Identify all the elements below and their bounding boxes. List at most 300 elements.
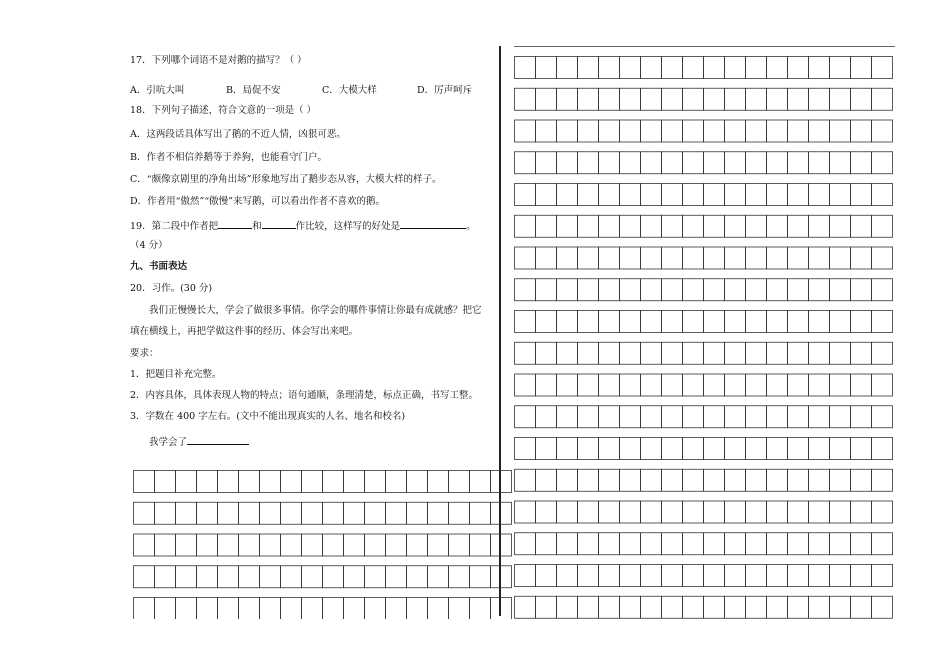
q19-blank-2[interactable]: [262, 218, 296, 229]
grid-right-cell[interactable]: [851, 311, 872, 333]
grid-bottom-cell[interactable]: [428, 502, 449, 524]
grid-right-cell[interactable]: [851, 406, 872, 428]
q20-title-blank[interactable]: [187, 434, 249, 445]
grid-right-cell[interactable]: [557, 596, 578, 618]
grid-right-cell[interactable]: [599, 215, 620, 237]
grid-bottom-cell[interactable]: [260, 471, 281, 493]
grid-right-cell[interactable]: [599, 438, 620, 460]
grid-right-cell[interactable]: [641, 501, 662, 523]
grid-right-cell[interactable]: [788, 311, 809, 333]
grid-right-cell[interactable]: [725, 374, 746, 396]
grid-right-cell[interactable]: [830, 215, 851, 237]
grid-right-cell[interactable]: [809, 120, 830, 142]
grid-bottom-cell[interactable]: [302, 566, 323, 588]
grid-right-cell[interactable]: [683, 215, 704, 237]
grid-right-cell[interactable]: [557, 247, 578, 269]
grid-right-cell[interactable]: [788, 374, 809, 396]
grid-bottom-cell[interactable]: [197, 471, 218, 493]
grid-bottom-cell[interactable]: [407, 471, 428, 493]
grid-right-cell[interactable]: [536, 279, 557, 301]
grid-right-cell[interactable]: [746, 120, 767, 142]
grid-right-cell[interactable]: [767, 311, 788, 333]
writing-grid-bottom[interactable]: [133, 470, 515, 619]
grid-right-cell[interactable]: [767, 374, 788, 396]
grid-right-cell[interactable]: [557, 406, 578, 428]
grid-right-cell[interactable]: [515, 406, 536, 428]
grid-right-cell[interactable]: [620, 406, 641, 428]
grid-right-cell[interactable]: [641, 374, 662, 396]
grid-right-cell[interactable]: [578, 247, 599, 269]
grid-right-cell[interactable]: [788, 152, 809, 174]
grid-right-cell[interactable]: [662, 279, 683, 301]
grid-right-cell[interactable]: [662, 215, 683, 237]
grid-right-cell[interactable]: [830, 152, 851, 174]
grid-right-cell[interactable]: [557, 279, 578, 301]
grid-right-cell[interactable]: [725, 533, 746, 555]
grid-right-cell[interactable]: [704, 501, 725, 523]
grid-right-cell[interactable]: [578, 152, 599, 174]
grid-right-cell[interactable]: [557, 565, 578, 587]
grid-right-cell[interactable]: [725, 120, 746, 142]
grid-right-cell[interactable]: [725, 469, 746, 491]
grid-bottom-cell[interactable]: [449, 502, 470, 524]
grid-right-cell[interactable]: [788, 406, 809, 428]
grid-right-cell[interactable]: [704, 438, 725, 460]
grid-bottom-cell[interactable]: [491, 471, 512, 493]
grid-right-cell[interactable]: [662, 247, 683, 269]
grid-bottom-cell[interactable]: [176, 534, 197, 556]
grid-right-cell[interactable]: [557, 374, 578, 396]
grid-bottom-cell[interactable]: [260, 534, 281, 556]
grid-bottom-cell[interactable]: [134, 598, 155, 620]
grid-right-cell[interactable]: [746, 501, 767, 523]
grid-right-cell[interactable]: [641, 596, 662, 618]
grid-right-cell[interactable]: [536, 501, 557, 523]
grid-right-cell[interactable]: [557, 438, 578, 460]
grid-right-cell[interactable]: [578, 469, 599, 491]
grid-right-cell[interactable]: [725, 88, 746, 110]
grid-bottom-cell[interactable]: [365, 534, 386, 556]
grid-right-cell[interactable]: [515, 57, 536, 79]
grid-bottom-cell[interactable]: [218, 502, 239, 524]
grid-right-cell[interactable]: [557, 311, 578, 333]
grid-right-cell[interactable]: [704, 279, 725, 301]
grid-right-cell[interactable]: [704, 596, 725, 618]
grid-right-cell[interactable]: [788, 438, 809, 460]
grid-right-cell[interactable]: [662, 88, 683, 110]
grid-bottom-cell[interactable]: [344, 598, 365, 620]
grid-bottom-cell[interactable]: [407, 502, 428, 524]
grid-right-cell[interactable]: [683, 501, 704, 523]
grid-right-cell[interactable]: [872, 469, 893, 491]
grid-right-cell[interactable]: [536, 438, 557, 460]
grid-right-cell[interactable]: [767, 438, 788, 460]
grid-right-cell[interactable]: [851, 438, 872, 460]
grid-right-cell[interactable]: [746, 565, 767, 587]
grid-right-cell[interactable]: [788, 342, 809, 364]
grid-right-cell[interactable]: [872, 215, 893, 237]
grid-bottom-cell[interactable]: [491, 534, 512, 556]
grid-right-cell[interactable]: [809, 57, 830, 79]
grid-right-cell[interactable]: [788, 533, 809, 555]
grid-bottom-cell[interactable]: [176, 471, 197, 493]
grid-right-cell[interactable]: [578, 88, 599, 110]
grid-right-cell[interactable]: [599, 57, 620, 79]
grid-right-cell[interactable]: [641, 152, 662, 174]
grid-right-cell[interactable]: [809, 88, 830, 110]
grid-right-cell[interactable]: [704, 57, 725, 79]
grid-right-cell[interactable]: [746, 88, 767, 110]
grid-bottom-cell[interactable]: [470, 598, 491, 620]
grid-bottom-cell[interactable]: [197, 598, 218, 620]
grid-bottom-cell[interactable]: [134, 534, 155, 556]
grid-bottom-cell[interactable]: [365, 471, 386, 493]
grid-bottom-cell[interactable]: [449, 566, 470, 588]
grid-right-cell[interactable]: [830, 533, 851, 555]
grid-right-cell[interactable]: [851, 120, 872, 142]
grid-right-cell[interactable]: [599, 184, 620, 206]
grid-right-cell[interactable]: [746, 406, 767, 428]
grid-right-cell[interactable]: [515, 469, 536, 491]
grid-right-cell[interactable]: [872, 565, 893, 587]
grid-right-cell[interactable]: [872, 533, 893, 555]
grid-bottom-cell[interactable]: [491, 502, 512, 524]
grid-bottom-cell[interactable]: [407, 534, 428, 556]
grid-bottom-cell[interactable]: [281, 566, 302, 588]
grid-bottom-cell[interactable]: [386, 534, 407, 556]
grid-right-cell[interactable]: [851, 152, 872, 174]
grid-right-cell[interactable]: [662, 406, 683, 428]
grid-right-cell[interactable]: [809, 406, 830, 428]
grid-right-cell[interactable]: [536, 120, 557, 142]
grid-bottom-cell[interactable]: [134, 566, 155, 588]
grid-right-cell[interactable]: [767, 596, 788, 618]
grid-right-cell[interactable]: [746, 215, 767, 237]
grid-bottom-cell[interactable]: [323, 566, 344, 588]
grid-right-cell[interactable]: [515, 501, 536, 523]
grid-right-cell[interactable]: [662, 342, 683, 364]
grid-right-cell[interactable]: [641, 311, 662, 333]
grid-right-cell[interactable]: [683, 57, 704, 79]
grid-right-cell[interactable]: [830, 311, 851, 333]
grid-bottom-cell[interactable]: [155, 534, 176, 556]
grid-right-cell[interactable]: [536, 342, 557, 364]
grid-right-cell[interactable]: [536, 533, 557, 555]
grid-right-cell[interactable]: [620, 88, 641, 110]
grid-right-cell[interactable]: [830, 374, 851, 396]
grid-bottom-cell[interactable]: [470, 566, 491, 588]
grid-bottom-cell[interactable]: [197, 502, 218, 524]
grid-right-cell[interactable]: [725, 438, 746, 460]
grid-right-cell[interactable]: [515, 120, 536, 142]
grid-right-cell[interactable]: [746, 596, 767, 618]
grid-bottom-cell[interactable]: [323, 502, 344, 524]
grid-right-cell[interactable]: [662, 438, 683, 460]
grid-right-cell[interactable]: [620, 596, 641, 618]
grid-right-cell[interactable]: [767, 469, 788, 491]
grid-right-cell[interactable]: [704, 469, 725, 491]
grid-right-cell[interactable]: [641, 247, 662, 269]
grid-right-cell[interactable]: [746, 374, 767, 396]
grid-right-cell[interactable]: [557, 120, 578, 142]
grid-right-cell[interactable]: [620, 152, 641, 174]
grid-right-cell[interactable]: [851, 57, 872, 79]
grid-right-cell[interactable]: [830, 342, 851, 364]
grid-bottom-cell[interactable]: [449, 471, 470, 493]
grid-right-cell[interactable]: [683, 279, 704, 301]
grid-right-cell[interactable]: [515, 533, 536, 555]
grid-right-cell[interactable]: [620, 438, 641, 460]
grid-right-cell[interactable]: [683, 596, 704, 618]
grid-right-cell[interactable]: [620, 374, 641, 396]
grid-bottom-cell[interactable]: [260, 598, 281, 620]
grid-right-cell[interactable]: [515, 152, 536, 174]
grid-right-cell[interactable]: [809, 533, 830, 555]
grid-right-cell[interactable]: [599, 120, 620, 142]
grid-right-cell[interactable]: [536, 57, 557, 79]
grid-right-cell[interactable]: [599, 533, 620, 555]
grid-right-cell[interactable]: [515, 311, 536, 333]
grid-right-cell[interactable]: [767, 279, 788, 301]
grid-right-cell[interactable]: [641, 120, 662, 142]
grid-right-cell[interactable]: [515, 247, 536, 269]
grid-right-cell[interactable]: [725, 565, 746, 587]
grid-bottom-cell[interactable]: [470, 471, 491, 493]
grid-right-cell[interactable]: [809, 342, 830, 364]
grid-right-cell[interactable]: [578, 57, 599, 79]
grid-right-cell[interactable]: [683, 406, 704, 428]
grid-right-cell[interactable]: [830, 279, 851, 301]
grid-right-cell[interactable]: [767, 406, 788, 428]
grid-right-cell[interactable]: [515, 565, 536, 587]
grid-right-cell[interactable]: [599, 88, 620, 110]
grid-right-cell[interactable]: [809, 279, 830, 301]
grid-right-cell[interactable]: [851, 469, 872, 491]
grid-right-cell[interactable]: [830, 438, 851, 460]
grid-right-cell[interactable]: [872, 438, 893, 460]
grid-right-cell[interactable]: [851, 215, 872, 237]
grid-right-cell[interactable]: [872, 342, 893, 364]
grid-right-cell[interactable]: [788, 596, 809, 618]
grid-right-cell[interactable]: [662, 152, 683, 174]
grid-right-cell[interactable]: [704, 533, 725, 555]
grid-bottom-cell[interactable]: [386, 566, 407, 588]
grid-right-cell[interactable]: [767, 565, 788, 587]
grid-right-cell[interactable]: [599, 596, 620, 618]
grid-right-cell[interactable]: [725, 596, 746, 618]
grid-bottom-cell[interactable]: [218, 534, 239, 556]
grid-right-cell[interactable]: [788, 247, 809, 269]
grid-bottom-cell[interactable]: [176, 598, 197, 620]
grid-right-cell[interactable]: [515, 279, 536, 301]
grid-right-cell[interactable]: [767, 247, 788, 269]
grid-right-cell[interactable]: [515, 438, 536, 460]
grid-right-cell[interactable]: [683, 342, 704, 364]
grid-right-cell[interactable]: [872, 374, 893, 396]
grid-bottom-cell[interactable]: [176, 566, 197, 588]
grid-right-cell[interactable]: [746, 311, 767, 333]
grid-right-cell[interactable]: [767, 184, 788, 206]
grid-bottom-cell[interactable]: [302, 598, 323, 620]
grid-right-cell[interactable]: [746, 184, 767, 206]
grid-right-cell[interactable]: [620, 311, 641, 333]
grid-right-cell[interactable]: [725, 406, 746, 428]
grid-right-cell[interactable]: [851, 88, 872, 110]
grid-bottom-cell[interactable]: [470, 502, 491, 524]
grid-right-cell[interactable]: [725, 57, 746, 79]
grid-bottom-cell[interactable]: [344, 471, 365, 493]
grid-right-cell[interactable]: [578, 501, 599, 523]
writing-grid-right[interactable]: [514, 46, 895, 619]
grid-right-cell[interactable]: [830, 565, 851, 587]
grid-right-cell[interactable]: [809, 152, 830, 174]
grid-right-cell[interactable]: [578, 311, 599, 333]
grid-right-cell[interactable]: [515, 596, 536, 618]
grid-bottom-cell[interactable]: [365, 566, 386, 588]
grid-right-cell[interactable]: [620, 533, 641, 555]
grid-bottom-cell[interactable]: [197, 534, 218, 556]
grid-bottom-cell[interactable]: [407, 566, 428, 588]
grid-right-cell[interactable]: [851, 501, 872, 523]
grid-right-cell[interactable]: [746, 469, 767, 491]
grid-right-cell[interactable]: [599, 279, 620, 301]
grid-right-cell[interactable]: [557, 469, 578, 491]
grid-bottom-cell[interactable]: [428, 598, 449, 620]
grid-right-cell[interactable]: [683, 247, 704, 269]
grid-right-cell[interactable]: [704, 374, 725, 396]
grid-right-cell[interactable]: [788, 215, 809, 237]
grid-right-cell[interactable]: [578, 374, 599, 396]
grid-right-cell[interactable]: [767, 501, 788, 523]
grid-right-cell[interactable]: [578, 120, 599, 142]
grid-right-cell[interactable]: [704, 311, 725, 333]
grid-right-cell[interactable]: [662, 469, 683, 491]
grid-right-cell[interactable]: [515, 88, 536, 110]
grid-right-cell[interactable]: [557, 533, 578, 555]
grid-right-cell[interactable]: [872, 596, 893, 618]
grid-right-cell[interactable]: [851, 374, 872, 396]
grid-right-cell[interactable]: [641, 406, 662, 428]
grid-right-cell[interactable]: [641, 342, 662, 364]
grid-right-cell[interactable]: [662, 501, 683, 523]
grid-right-cell[interactable]: [515, 374, 536, 396]
grid-right-cell[interactable]: [767, 152, 788, 174]
grid-bottom-cell[interactable]: [134, 502, 155, 524]
grid-right-cell[interactable]: [536, 596, 557, 618]
grid-right-cell[interactable]: [725, 279, 746, 301]
grid-right-cell[interactable]: [788, 565, 809, 587]
grid-right-cell[interactable]: [851, 342, 872, 364]
grid-right-cell[interactable]: [641, 57, 662, 79]
grid-bottom-cell[interactable]: [134, 471, 155, 493]
grid-right-cell[interactable]: [557, 57, 578, 79]
grid-right-cell[interactable]: [515, 184, 536, 206]
grid-bottom-cell[interactable]: [281, 471, 302, 493]
grid-right-cell[interactable]: [830, 469, 851, 491]
grid-right-cell[interactable]: [809, 596, 830, 618]
grid-right-cell[interactable]: [872, 311, 893, 333]
grid-right-cell[interactable]: [620, 469, 641, 491]
grid-right-cell[interactable]: [662, 565, 683, 587]
grid-right-cell[interactable]: [725, 152, 746, 174]
grid-right-cell[interactable]: [746, 57, 767, 79]
grid-bottom-cell[interactable]: [323, 534, 344, 556]
grid-right-cell[interactable]: [704, 565, 725, 587]
grid-right-cell[interactable]: [557, 184, 578, 206]
grid-right-cell[interactable]: [683, 438, 704, 460]
grid-right-cell[interactable]: [830, 88, 851, 110]
grid-right-cell[interactable]: [683, 88, 704, 110]
grid-right-cell[interactable]: [578, 279, 599, 301]
grid-right-cell[interactable]: [704, 215, 725, 237]
grid-right-cell[interactable]: [830, 120, 851, 142]
grid-bottom-cell[interactable]: [281, 534, 302, 556]
grid-bottom-cell[interactable]: [260, 566, 281, 588]
grid-right-cell[interactable]: [767, 88, 788, 110]
grid-right-cell[interactable]: [788, 469, 809, 491]
grid-bottom-cell[interactable]: [386, 598, 407, 620]
grid-right-cell[interactable]: [725, 342, 746, 364]
grid-bottom-cell[interactable]: [155, 502, 176, 524]
grid-right-cell[interactable]: [620, 501, 641, 523]
grid-right-cell[interactable]: [620, 184, 641, 206]
grid-right-cell[interactable]: [620, 215, 641, 237]
grid-bottom-cell[interactable]: [365, 502, 386, 524]
grid-bottom-cell[interactable]: [365, 598, 386, 620]
grid-right-cell[interactable]: [851, 565, 872, 587]
grid-right-cell[interactable]: [809, 215, 830, 237]
grid-right-cell[interactable]: [851, 184, 872, 206]
grid-right-cell[interactable]: [767, 533, 788, 555]
grid-right-cell[interactable]: [746, 533, 767, 555]
grid-right-cell[interactable]: [620, 247, 641, 269]
grid-bottom-cell[interactable]: [302, 502, 323, 524]
grid-right-cell[interactable]: [746, 152, 767, 174]
grid-right-cell[interactable]: [872, 152, 893, 174]
grid-bottom-cell[interactable]: [428, 471, 449, 493]
grid-bottom-cell[interactable]: [239, 566, 260, 588]
grid-right-cell[interactable]: [578, 215, 599, 237]
grid-right-cell[interactable]: [809, 438, 830, 460]
grid-bottom-cell[interactable]: [344, 566, 365, 588]
grid-right-cell[interactable]: [809, 311, 830, 333]
grid-bottom-cell[interactable]: [470, 534, 491, 556]
grid-right-cell[interactable]: [578, 406, 599, 428]
grid-bottom-cell[interactable]: [386, 471, 407, 493]
grid-bottom-cell[interactable]: [218, 598, 239, 620]
grid-right-cell[interactable]: [536, 469, 557, 491]
grid-bottom-cell[interactable]: [449, 598, 470, 620]
grid-right-cell[interactable]: [536, 184, 557, 206]
grid-right-cell[interactable]: [683, 184, 704, 206]
grid-right-cell[interactable]: [557, 215, 578, 237]
grid-right-cell[interactable]: [872, 279, 893, 301]
grid-right-cell[interactable]: [641, 279, 662, 301]
grid-right-cell[interactable]: [620, 279, 641, 301]
grid-right-cell[interactable]: [830, 501, 851, 523]
grid-right-cell[interactable]: [557, 342, 578, 364]
grid-right-cell[interactable]: [809, 469, 830, 491]
grid-right-cell[interactable]: [536, 152, 557, 174]
grid-right-cell[interactable]: [599, 152, 620, 174]
grid-right-cell[interactable]: [599, 406, 620, 428]
grid-bottom-cell[interactable]: [386, 502, 407, 524]
grid-right-cell[interactable]: [536, 311, 557, 333]
grid-right-cell[interactable]: [725, 311, 746, 333]
grid-right-cell[interactable]: [599, 565, 620, 587]
grid-bottom-cell[interactable]: [281, 598, 302, 620]
grid-right-cell[interactable]: [557, 152, 578, 174]
